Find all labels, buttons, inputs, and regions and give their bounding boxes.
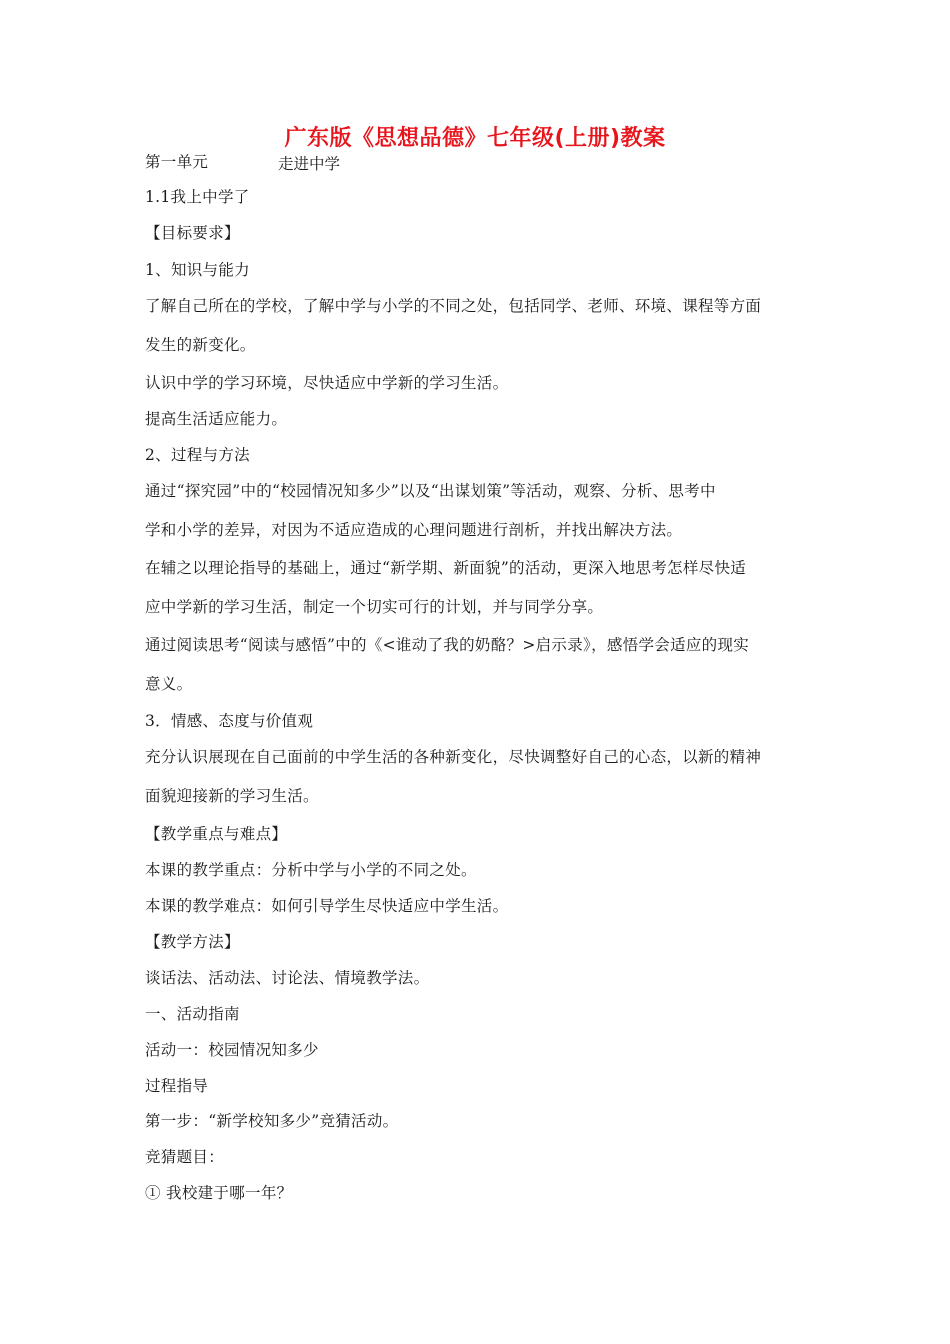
paragraph-line: 意义。 [145, 675, 193, 693]
lesson-title: 1.1我上中学了 [145, 188, 250, 206]
paragraph-line: 活动一：校园情况知多少 [145, 1041, 319, 1059]
paragraph-line: 认识中学的学习环境，尽快适应中学新的学习生活。 [145, 374, 509, 392]
section-heading: 【教学重点与难点】 [145, 825, 288, 843]
paragraph-line: 在辅之以理论指导的基础上，通过“新学期、新面貌”的活动，更深入地思考怎样尽快适 [145, 559, 747, 577]
paragraph-line: 了解自己所在的学校，了解中学与小学的不同之处，包括同学、老师、环境、课程等方面 [145, 297, 762, 315]
paragraph-line: 过程指导 [145, 1077, 209, 1095]
section-heading: 【目标要求】 [145, 224, 240, 242]
paragraph-line: 面貌迎接新的学习生活。 [145, 787, 319, 805]
section-heading: 【教学方法】 [145, 933, 240, 951]
paragraph-line: 通过阅读思考“阅读与感悟”中的《<谁动了我的奶酪？>启示录》，感悟学会适应的现实 [145, 636, 750, 654]
subsection-heading: 1、知识与能力 [145, 261, 250, 279]
unit-label: 第一单元 [145, 153, 209, 171]
document-title: 广东版《思想品德》七年级(上册)教案 [284, 126, 666, 151]
paragraph-line: 学和小学的差异，对因为不适应造成的心理问题进行剖析，并找出解决方法。 [145, 521, 683, 539]
subsection-heading: 2、过程与方法 [145, 446, 250, 464]
paragraph-line: 本课的教学难点：如何引导学生尽快适应中学生活。 [145, 897, 509, 915]
paragraph-line: 应中学新的学习生活，制定一个切实可行的计划，并与同学分享。 [145, 598, 604, 616]
subsection-heading: 3．情感、态度与价值观 [145, 712, 314, 730]
list-item: ① 我校建于哪一年？ [145, 1184, 293, 1202]
paragraph-line: 充分认识展现在自己面前的中学生活的各种新变化，尽快调整好自己的心态，以新的精神 [145, 748, 762, 766]
paragraph-line: 谈话法、活动法、讨论法、情境教学法。 [145, 969, 430, 987]
paragraph-line: 本课的教学重点：分析中学与小学的不同之处。 [145, 861, 477, 879]
paragraph-line: 第一步：“新学校知多少”竞猜活动。 [145, 1112, 399, 1130]
subsection-heading: 一、活动指南 [145, 1005, 240, 1023]
paragraph-line: 通过“探究园”中的“校园情况知多少”以及“出谋划策”等活动，观察、分析、思考中 [145, 482, 716, 500]
paragraph-line: 竞猜题目： [145, 1148, 225, 1166]
unit-name: 走进中学 [278, 155, 341, 173]
paragraph-line: 发生的新变化。 [145, 336, 256, 354]
paragraph-line: 提高生活适应能力。 [145, 410, 288, 428]
